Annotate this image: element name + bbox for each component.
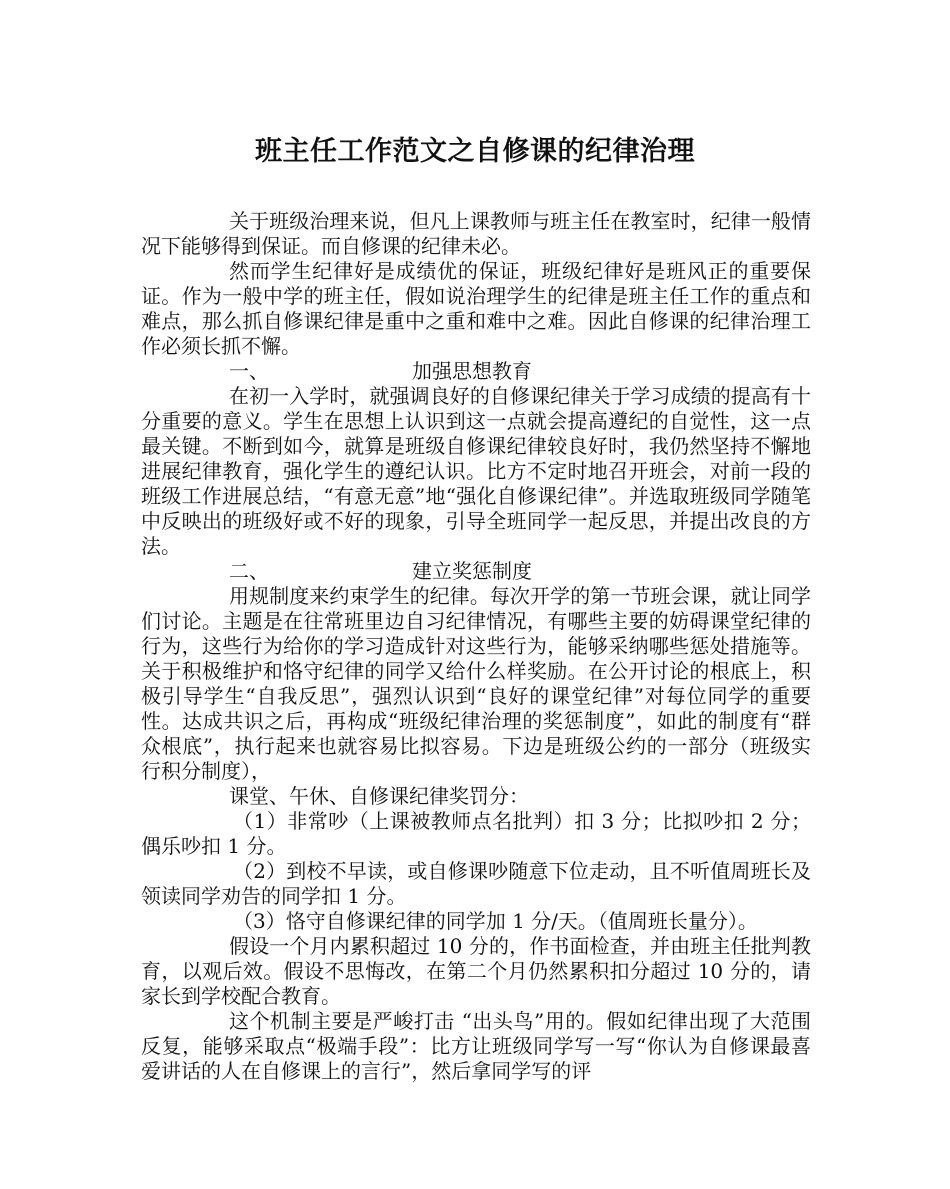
section2-paragraph-2: 课堂、午休、自修课纪律奖罚分：	[229, 784, 529, 808]
section1-paragraph-1: 在初一入学时，就强调良好的自修课纪律关于学习成绩的提高有十分重要的意义。学生在思想上认识到这一点就会提高遵纪的自觉性，这一点最关键。不断到如今，就算是班级自修课纪律较良好时，我仍然坚持不懈地进展纪律教育，强化学生的遵纪认识。比方不定时地召开班会，对前一段的班级工作进展总结，“有意无意”地“强化自修课纪律”。并选取班级同学随笔中反映出的班级好或不好的现象，引导全班同学一起反思，并提出改良的方法。	[141, 384, 811, 558]
document-title: 班主任工作范文之自修课的纪律治理	[255, 136, 695, 167]
intro-paragraph-2: 然而学生纪律好是成绩优的保证，班级纪律好是班风正的重要保证。作为一般中学的班主任，假如说治理学生的纪律是班主任工作的重点和难点，那么抓自修课纪律是重中之重和难中之难。因此自修课的纪律治理工作必须长抓不懈。	[141, 259, 811, 358]
section2-paragraph-1: 用规制度来约束学生的纪律。每次开学的第一节班会课，就让同学们讨论。主题是在往常班里边自习纪律情况，有哪些主要的妨碍课堂纪律的行为，这些行为给你的学习造成针对这些行为，能够采纳哪些惩处措施等。关于积极维护和恪守纪律的同学又给什么样奖励。在公开讨论的根底上，积极引导学生“自我反思”，强烈认识到“良好的课堂纪律”对每位同学的重要性。达成共识之后，再构成“班级纪律治理的奖惩制度”，如此的制度有“群众根底”，执行起来也就容易比拟容易。下边是班级公约的一部分（班级实行积分制度），	[141, 584, 811, 783]
section-title-1: 加强思想教育	[412, 359, 532, 383]
rule-item-2: （2）到校不早读，或自修课吵随意下位走动，且不听值周班长及领读同学劝告的同学扣 1 分。	[141, 859, 811, 908]
section-number-2: 二、	[229, 559, 269, 583]
section-heading-2	[141, 559, 811, 584]
rule-item-3: （3）恪守自修课纪律的同学加 1 分/天。（值周班长量分）。	[233, 909, 758, 933]
rule-item-1: （1）非常吵（上课被教师点名批判）扣 3 分；比拟吵扣 2 分；偶乐吵扣 1 分。	[141, 809, 811, 858]
section-number-1: 一、	[229, 359, 269, 383]
document-body	[141, 209, 811, 1084]
closing-paragraph-2: 这个机制主要是严峻打击 “出头鸟”用的。假如纪律出现了大范围反复，能够采取点“极端手段”：比方让班级同学写一写“你认为自修课最喜爱讲话的人在自修课上的言行”，然后拿同学写的评	[141, 1009, 811, 1083]
section-heading-1	[141, 359, 811, 384]
section-title-2: 建立奖惩制度	[412, 559, 532, 583]
closing-paragraph-1: 假设一个月内累积超过 10 分的，作书面检查，并由班主任批判教育，以观后效。假设不思悔改，在第二个月仍然累积扣分超过 10 分的，请家长到学校配合教育。	[141, 934, 811, 1008]
intro-paragraph-1: 关于班级治理来说，但凡上课教师与班主任在教室时，纪律一般情况下能够得到保证。而自修课的纪律未必。	[141, 209, 811, 258]
